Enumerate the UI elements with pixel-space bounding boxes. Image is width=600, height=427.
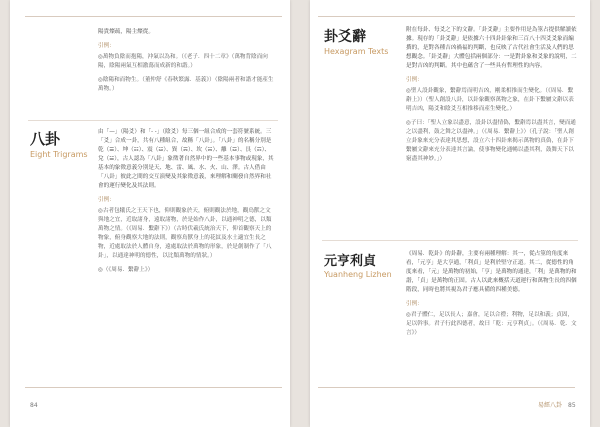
citation: ◎古者包犧氏之王天下也，仰則觀象於天，俯則觀法於地，觀鳥獸之文與地之宜，近取諸身，遠取諸物，於是始作八卦，以通神明之德，以類萬物之情。（《周易．繫辭下》）（古時伏羲氏統治天下，仰首觀察天上的物象，俯身觀察大地的法則，觀察鳥獸身上的花紋及水土適宜生長之物，近處取法於人體自身，遠處取法於萬物的形象，於是創制作了「八卦」，以通達神明的德性，以比類萬物的情狀。）	[98, 208, 272, 259]
entry-heading	[30, 128, 94, 159]
citation: ◎子曰：「聖人立象以盡意，設卦以盡情偽，繫辭焉以盡其言，變而通之以盡利，鼓之舞之以盡神。」（《周易．繫辭上》）（孔子說：「聖人創立卦象來充分表達其思想，設立六十四卦來揭示萬物的真偽，在卦下繫屬文辭來充分表達其言論，使事物變化通暢以盡其利，鼓舞天下以窮盡其神妙。」）	[406, 120, 576, 162]
entry-title-en: Hexagram Texts	[324, 47, 389, 56]
entry-definition: 《周易．乾卦》的卦辭，主要有兩種理解：其一，從占筮的角度來看，「元亨」是大亨通，「利貞」是利於堅守正道。其二，從德性的角度來看，「元」是萬物的初始，「亨」是萬物的通達，「利」是萬物的和諧，「貞」是萬物的正固。古人以此來概括天道運行和萬物生長的四個階段，同時也將其視為君子應具備的四種美德。	[406, 251, 577, 293]
entry-heading	[324, 250, 406, 279]
left-top-block	[98, 28, 274, 99]
citation: ◎君子體仁，足以長人；嘉會，足以合禮；利物，足以和義；貞固，足以幹事。君子行此四德者，故曰「乾：元亨利貞」。（《周易．乾．文言》）	[406, 312, 577, 336]
citation-label: 引例：	[98, 43, 115, 49]
entry-definition: 由「—」（陽爻）和「- -」（陰爻）每三個一組合成的一套符號系統。三「爻」合成一卦，共有八種組合，故稱「八卦」。「八卦」的名稱分別是乾（☰）、坤（☷）、震（☳）、巽（☴）、坎（☵）、離（☲）、艮（☶）、兌（☱），古人認為「八卦」象徵著自然界中的一些基本事物或現象，其基本的象徵意義分別是天、地、雷、風、水、火、山、澤。古人借由「八卦」彼此之間的交互演變及其象徵意義，來理解和闡發自然界和社會的運行變化及其法則。	[98, 129, 274, 189]
citation-label: 引例：	[98, 197, 115, 203]
continuation-text: 陽貴燦疏，陽主燦從。	[98, 29, 154, 35]
entry-title-zh: 卦爻辭	[324, 29, 366, 45]
running-head: 易經八卦	[538, 402, 563, 409]
entry-definition: 附在每卦、每爻之下的文辭。「卦爻辭」主要作用是為筮占提供解讀依據。現存的「卦爻辭」是依據六十四卦卦象和三百八十四爻爻象而編撰的，是對各種吉凶禍福的判斷，也反映了古代社會生活及人們的思想觀念。「卦爻辭」大體包括兩個部分：一是對卦象和爻象的說明，二是對吉凶的判斷。其中也蘊含了一些具有哲理性的內容。	[406, 27, 577, 69]
section-divider	[28, 120, 278, 121]
right-page	[310, 0, 590, 427]
entry-title-zh: 元亨利貞	[324, 254, 377, 269]
entry-body	[406, 26, 578, 169]
entry-title-en: Eight Trigrams	[30, 150, 88, 159]
entry-title-en: Yuanheng Lizhen	[324, 270, 392, 279]
citation: ◎萬物負陰而抱陽，沖氣以為和。（《老子．四十二章》（萬物背陰而向陽，陰陽兩氣互相激蕩而成新的和諧。）	[98, 54, 268, 69]
citation: ◎陰陽和而物生。（董仲舒《春秋繁露．基義》）（陰陽兩者和諧才能產生萬物。）	[98, 77, 274, 92]
entry-body	[98, 128, 274, 280]
entry-body	[406, 250, 578, 343]
citation: ◎（《周易．繫辭上》）	[98, 267, 154, 273]
page-number: 85	[568, 402, 576, 409]
left-page	[10, 0, 290, 427]
entry-heading	[324, 26, 406, 56]
citation: ◎聖人設卦觀象，繫辭焉而明吉凶，剛柔相推而生變化。（《周易．繫辭上》）（聖人創設八卦，以卦象觀察萬物之象，在卦下繫屬文辭以表明吉凶，陽爻和陰爻互相推移而產生變化。）	[406, 88, 574, 112]
page-number: 84	[30, 402, 38, 409]
citation-label: 引例：	[406, 301, 423, 307]
section-divider	[322, 240, 578, 241]
entry-title-zh: 八卦	[30, 130, 61, 148]
citation-label: 引例：	[406, 77, 423, 83]
